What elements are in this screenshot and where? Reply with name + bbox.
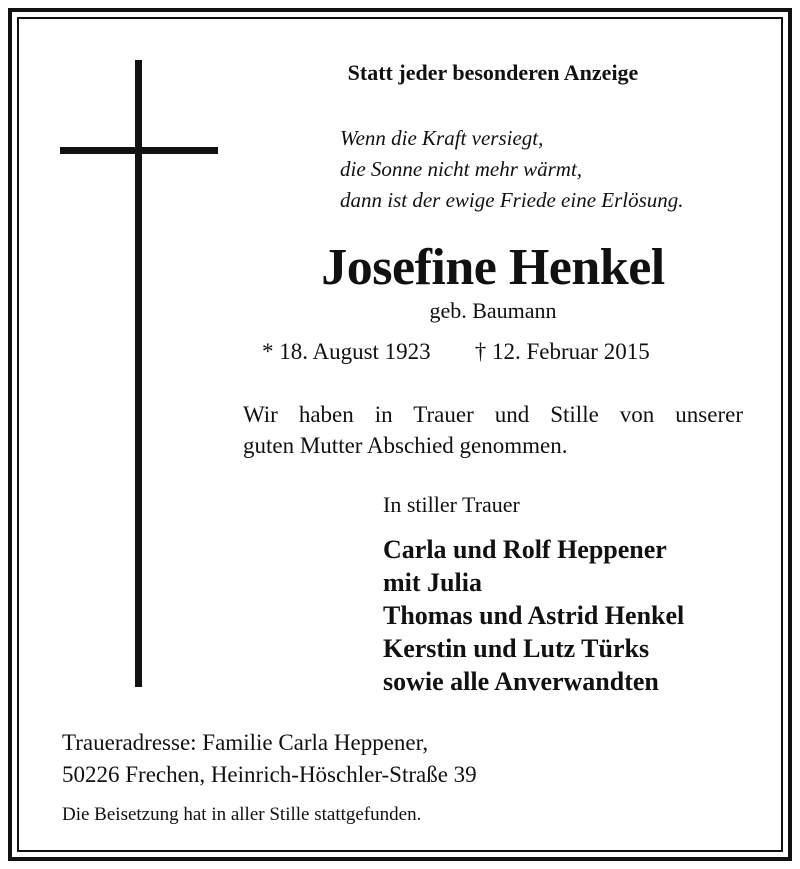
cross-horizontal-bar: [60, 147, 218, 154]
poem-line: Wenn die Kraft versiegt,: [340, 126, 544, 150]
notice-heading: Statt jeder besonderen Anzeige: [347, 60, 639, 85]
farewell-message: [243, 399, 743, 461]
family-entry: Kerstin und Lutz Türks: [383, 634, 650, 663]
family-entry: Carla und Rolf Heppener: [383, 535, 667, 564]
burial-note: Die Beisetzung hat in aller Stille stattgefunden.: [62, 804, 422, 825]
family-list: [383, 533, 684, 698]
message-line: guten Mutter Abschied genommen.: [243, 433, 568, 458]
birth-date: * 18. August 1923: [262, 339, 431, 364]
poem: [340, 123, 684, 216]
death-date: † 12. Februar 2015: [474, 339, 650, 364]
address-line: 50226 Frechen, Heinrich-Höschler-Straße 39: [62, 762, 477, 787]
family-entry: Thomas und Astrid Henkel: [383, 601, 685, 630]
life-dates: [262, 339, 650, 365]
cross-vertical-bar: [135, 60, 142, 687]
address-line: Traueradresse: Familie Carla Heppener,: [62, 730, 429, 755]
message-line: Wir haben in Trauer und Stille von unserer: [243, 402, 743, 427]
family-entry: mit Julia: [383, 568, 482, 597]
mourning-label: In stiller Trauer: [383, 492, 520, 517]
deceased-name: Josefine Henkel: [321, 239, 665, 296]
poem-line: dann ist der ewige Friede eine Erlösung.: [340, 188, 684, 212]
maiden-name: geb. Baumann: [429, 298, 557, 323]
poem-line: die Sonne nicht mehr wärmt,: [340, 157, 583, 181]
family-entry: sowie alle Anverwandten: [383, 667, 659, 696]
mourning-address: [62, 727, 477, 791]
